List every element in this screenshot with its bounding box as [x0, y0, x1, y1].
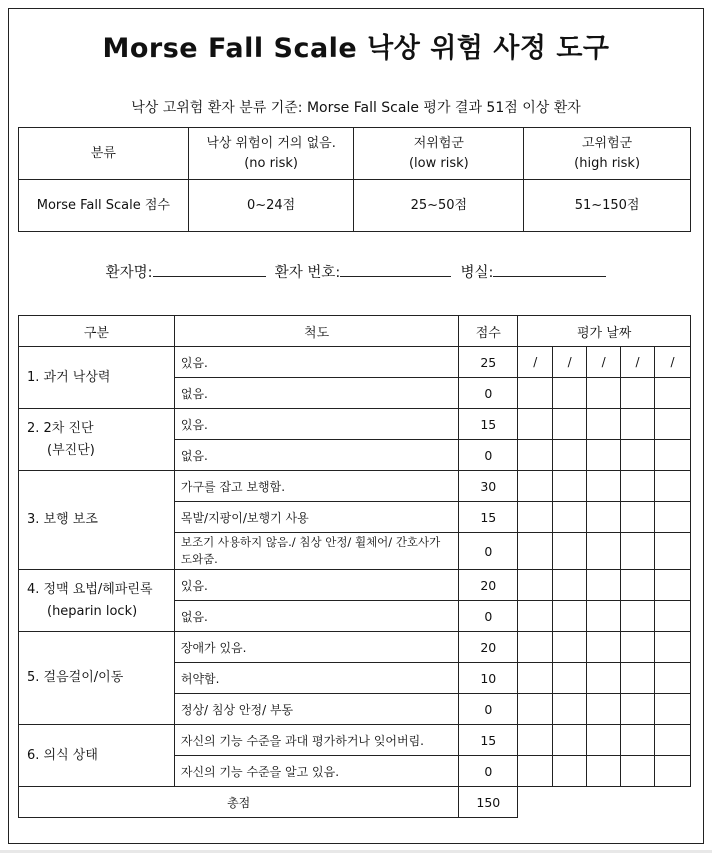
evaluation-date-cell[interactable]: / — [553, 347, 587, 378]
evaluation-date-cell[interactable] — [587, 378, 621, 409]
evaluation-date-cell[interactable] — [553, 409, 587, 440]
patient-name-label: 환자명: — [105, 265, 153, 281]
category-cell — [19, 570, 175, 632]
score-range-high-risk: 51~150점 — [524, 180, 691, 232]
measure-text: 없음. — [174, 440, 458, 471]
score-value: 30 — [459, 471, 518, 502]
evaluation-date-cell[interactable] — [587, 601, 621, 632]
scale-option-row — [19, 347, 691, 378]
evaluation-date-cell[interactable] — [553, 694, 587, 725]
evaluation-date-cell[interactable]: / — [621, 347, 655, 378]
score-value: 0 — [459, 533, 518, 570]
evaluation-date-cell[interactable] — [621, 471, 655, 502]
evaluation-date-cell[interactable] — [518, 601, 553, 632]
evaluation-date-cell[interactable] — [587, 694, 621, 725]
scale-option-row — [19, 725, 691, 756]
evaluation-date-cell[interactable] — [621, 533, 655, 570]
evaluation-date-cell[interactable] — [587, 471, 621, 502]
category-cell — [19, 471, 175, 570]
patient-number-field[interactable] — [340, 263, 451, 277]
evaluation-date-cell[interactable]: / — [587, 347, 621, 378]
classification-header: 분류 — [19, 128, 189, 180]
score-range-no-risk: 0~24점 — [188, 180, 354, 232]
evaluation-date-cell[interactable] — [655, 533, 691, 570]
measure-text: 있음. — [174, 409, 458, 440]
evaluation-date-cell[interactable] — [655, 694, 691, 725]
evaluation-date-cell[interactable] — [518, 378, 553, 409]
evaluation-date-cell[interactable] — [553, 601, 587, 632]
measure-text: 가구를 잡고 보행함. — [174, 471, 458, 502]
score-value: 0 — [459, 601, 518, 632]
measure-text: 자신의 기능 수준을 알고 있음. — [174, 756, 458, 787]
category-label: 1. 과거 낙상력 — [27, 369, 111, 385]
evaluation-date-cell[interactable] — [518, 440, 553, 471]
category-sublabel: (부진단) — [47, 442, 95, 458]
evaluation-date-cell[interactable] — [518, 725, 553, 756]
measure-text: 보조기 사용하지 않음./ 침상 안정/ 휠체어/ 간호사가 도와줌. — [174, 533, 458, 570]
classification-criteria: 낙상 고위험 환자 분류 기준: Morse Fall Scale 평가 결과 51점 이상 환자 — [131, 100, 581, 116]
evaluation-date-cell[interactable] — [553, 502, 587, 533]
evaluation-date-cell[interactable] — [587, 570, 621, 601]
evaluation-date-cell[interactable] — [621, 570, 655, 601]
measure-text: 정상/ 침상 안정/ 부동 — [174, 694, 458, 725]
score-value: 0 — [459, 378, 518, 409]
risk-column-name: 고위험군 — [581, 135, 633, 151]
score-value: 15 — [459, 502, 518, 533]
patient-number-label: 환자 번호: — [274, 265, 341, 281]
score-value: 25 — [459, 347, 518, 378]
patient-info-line — [0, 261, 712, 282]
category-label: 3. 보행 보조 — [27, 512, 98, 527]
evaluation-date-cell[interactable] — [587, 502, 621, 533]
category-cell — [19, 409, 175, 471]
category-cell — [19, 725, 175, 787]
evaluation-date-cell[interactable] — [621, 756, 655, 787]
evaluation-date-cell[interactable] — [518, 409, 553, 440]
risk-column-high-risk — [524, 128, 691, 180]
category-cell — [19, 632, 175, 725]
evaluation-date-cell[interactable] — [621, 440, 655, 471]
measure-text: 목발/지팡이/보행기 사용 — [174, 502, 458, 533]
category-sublabel: (heparin lock) — [47, 603, 138, 619]
evaluation-date-cell[interactable] — [518, 632, 553, 663]
evaluation-date-cell[interactable] — [655, 601, 691, 632]
score-value: 20 — [459, 570, 518, 601]
evaluation-date-cell[interactable] — [621, 409, 655, 440]
measure-text: 자신의 기능 수준을 과대 평가하거나 잊어버림. — [174, 725, 458, 756]
risk-column-sub: (low risk) — [408, 155, 469, 171]
category-label: 2. 2차 진단 — [27, 420, 94, 436]
risk-column-low-risk — [354, 128, 524, 180]
evaluation-date-cell[interactable] — [621, 601, 655, 632]
evaluation-date-cell[interactable] — [518, 502, 553, 533]
room-label: 병실: — [460, 265, 494, 281]
evaluation-date-cell[interactable] — [518, 756, 553, 787]
evaluation-date-cell[interactable] — [518, 471, 553, 502]
evaluation-date-cell[interactable] — [553, 378, 587, 409]
category-label: 5. 걸음걸이/이동 — [27, 670, 124, 685]
total-row — [19, 787, 691, 818]
evaluation-date-cell[interactable] — [655, 471, 691, 502]
total-label: 총점 — [19, 787, 459, 818]
evaluation-date-cell[interactable] — [587, 725, 621, 756]
category-label: 6. 의식 상태 — [27, 747, 98, 763]
evaluation-date-cell[interactable] — [518, 694, 553, 725]
category-header: 구분 — [19, 316, 175, 347]
evaluation-date-cell[interactable] — [587, 632, 621, 663]
evaluation-date-cell[interactable] — [587, 663, 621, 694]
measure-text: 있음. — [174, 347, 458, 378]
measure-text: 허약함. — [174, 663, 458, 694]
risk-column-name: 저위험군 — [413, 135, 464, 151]
evaluation-date-cell[interactable] — [553, 533, 587, 570]
evaluation-date-cell[interactable] — [655, 570, 691, 601]
score-value: 0 — [459, 440, 518, 471]
scale-option-row — [19, 632, 691, 663]
room-field[interactable] — [493, 263, 606, 277]
evaluation-date-cell[interactable] — [553, 570, 587, 601]
evaluation-date-cell[interactable] — [655, 378, 691, 409]
evaluation-date-cell[interactable] — [518, 533, 553, 570]
evaluation-date-cell[interactable] — [621, 725, 655, 756]
score-value: 10 — [459, 663, 518, 694]
total-empty-cell — [518, 787, 691, 818]
evaluation-date-cell[interactable] — [553, 756, 587, 787]
risk-column-sub: (no risk) — [244, 155, 298, 171]
risk-column-sub: (high risk) — [574, 155, 641, 171]
scale-option-row — [19, 409, 691, 440]
score-header: 점수 — [459, 316, 518, 347]
evaluation-date-cell[interactable] — [553, 471, 587, 502]
measure-text: 없음. — [174, 378, 458, 409]
evaluation-date-cell[interactable] — [587, 440, 621, 471]
evaluation-date-cell[interactable] — [553, 725, 587, 756]
evaluation-date-cell[interactable] — [655, 440, 691, 471]
risk-classification-table — [18, 127, 691, 232]
evaluation-date-cell[interactable] — [655, 663, 691, 694]
evaluation-date-cell[interactable] — [655, 725, 691, 756]
measure-header: 척도 — [174, 316, 458, 347]
evaluation-date-cell[interactable] — [518, 570, 553, 601]
evaluation-date-cell[interactable] — [655, 409, 691, 440]
evaluation-date-cell[interactable]: / — [518, 347, 553, 378]
evaluation-date-cell[interactable] — [587, 409, 621, 440]
measure-text: 있음. — [174, 570, 458, 601]
score-value: 0 — [459, 694, 518, 725]
evaluation-date-cell[interactable] — [587, 756, 621, 787]
patient-name-field[interactable] — [153, 263, 266, 277]
risk-column-no-risk — [188, 128, 354, 180]
scale-option-row — [19, 471, 691, 502]
evaluation-date-header: 평가 날짜 — [518, 316, 691, 347]
total-score: 150 — [459, 787, 518, 818]
evaluation-date-cell[interactable] — [587, 533, 621, 570]
measure-text: 없음. — [174, 601, 458, 632]
evaluation-date-cell[interactable] — [621, 502, 655, 533]
morse-scale-table — [18, 315, 691, 818]
evaluation-date-cell[interactable] — [621, 694, 655, 725]
evaluation-date-cell[interactable] — [655, 632, 691, 663]
risk-column-name: 낙상 위험이 거의 없음. — [206, 135, 336, 151]
evaluation-date-cell[interactable] — [518, 663, 553, 694]
evaluation-date-cell[interactable] — [553, 663, 587, 694]
category-cell — [19, 347, 175, 409]
score-value: 0 — [459, 756, 518, 787]
evaluation-date-cell[interactable] — [621, 632, 655, 663]
measure-text: 장애가 있음. — [174, 632, 458, 663]
evaluation-date-cell[interactable] — [621, 378, 655, 409]
evaluation-date-cell[interactable] — [655, 502, 691, 533]
score-range-low-risk: 25~50점 — [354, 180, 524, 232]
evaluation-date-cell[interactable] — [553, 632, 587, 663]
score-value: 20 — [459, 632, 518, 663]
evaluation-date-cell[interactable] — [553, 440, 587, 471]
page-title: Morse Fall Scale 낙상 위험 사정 도구 — [102, 33, 610, 64]
evaluation-date-cell[interactable]: / — [655, 347, 691, 378]
score-value: 15 — [459, 725, 518, 756]
score-value: 15 — [459, 409, 518, 440]
score-row-label: Morse Fall Scale 점수 — [19, 180, 189, 232]
category-label: 4. 정맥 요법/헤파린록 — [27, 581, 153, 597]
evaluation-date-cell[interactable] — [621, 663, 655, 694]
scale-option-row — [19, 570, 691, 601]
evaluation-date-cell[interactable] — [655, 756, 691, 787]
